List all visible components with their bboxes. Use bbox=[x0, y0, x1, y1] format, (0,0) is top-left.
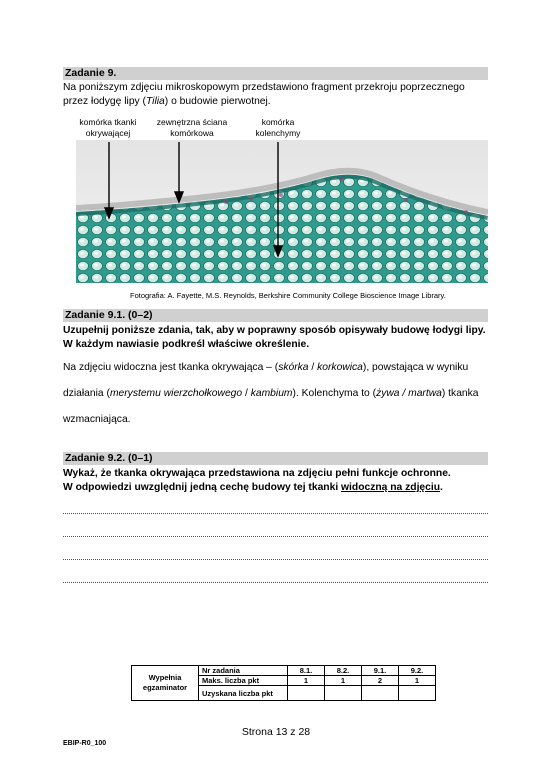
task-number-cell: 9.2. bbox=[399, 666, 436, 676]
page-number: Strona 13 z 28 bbox=[241, 726, 311, 738]
option-korkowica[interactable]: korkowica bbox=[317, 362, 363, 373]
option-merystem-wierzcholkowy[interactable]: merystemu wierzchołkowego bbox=[109, 388, 243, 399]
examiner-table bbox=[131, 665, 436, 701]
task-number-cell: 8.1. bbox=[288, 666, 325, 676]
label-collenchyma-cell-l1: komórka bbox=[261, 117, 295, 127]
examiner-side-label-l2: egzaminator bbox=[142, 683, 188, 692]
task92-instructions bbox=[63, 467, 493, 495]
examiner-side-label bbox=[132, 666, 199, 701]
task9-intro-line1: Na poniższym zdjęciu mikroskopowym przedstawiono fragment przekroju poprzecznego bbox=[63, 82, 465, 93]
task9-intro-latin-name: Tilia bbox=[145, 96, 165, 107]
task92-instr-line2b: . bbox=[440, 482, 443, 493]
task91-s2c: ) tkanka bbox=[441, 388, 479, 399]
label-collenchyma-cell bbox=[238, 117, 318, 139]
examiner-side-label-l1: Wypełnia bbox=[148, 673, 182, 682]
task91-s1b: ), powstająca w wyniku bbox=[362, 362, 469, 373]
task91-s1a: Na zdjęciu widoczna jest tkanka okrywająca – ( bbox=[63, 362, 279, 373]
answer-line-2[interactable] bbox=[63, 535, 488, 537]
label-epidermis-cell-l1: komórka tkanki bbox=[79, 117, 137, 127]
label-outer-cell-wall bbox=[140, 117, 244, 139]
task-number-cell: 8.2. bbox=[325, 666, 362, 676]
option-kambium[interactable]: kambium bbox=[250, 388, 293, 399]
answer-line-3[interactable] bbox=[63, 558, 488, 560]
obtained-points-cell[interactable] bbox=[362, 686, 399, 701]
task9-intro bbox=[63, 81, 493, 109]
task91-sentence-3: wzmacniająca. bbox=[63, 414, 131, 425]
task91-instr-line2: W każdym nawiasie podkreśl właściwe określenie. bbox=[63, 339, 310, 350]
figure-caption: Fotografia: A. Fayette, M.S. Reynolds, Berkshire Community College Bioscience Image Library. bbox=[130, 291, 446, 300]
obtained-points-cell[interactable] bbox=[288, 686, 325, 701]
option-zywa-martwa[interactable]: żywa / martwa bbox=[376, 388, 442, 399]
task9-heading: Zadanie 9. bbox=[63, 67, 488, 80]
label-outer-cell-wall-l2: komórkowa bbox=[170, 128, 214, 138]
row-max-points-label: Maks. liczba pkt bbox=[199, 676, 288, 686]
max-points-cell: 1 bbox=[288, 676, 325, 686]
obtained-points-cell[interactable] bbox=[325, 686, 362, 701]
label-outer-cell-wall-l1: zewnętrzna ściana bbox=[156, 117, 228, 127]
max-points-cell: 2 bbox=[362, 676, 399, 686]
task91-instructions bbox=[63, 324, 493, 352]
row-task-number-label: Nr zadania bbox=[199, 666, 288, 676]
label-epidermis-cell-l2: okrywającej bbox=[85, 128, 131, 138]
row-obtained-points-label: Uzyskana liczba pkt bbox=[199, 686, 288, 701]
task92-heading: Zadanie 9.2. (0–1) bbox=[63, 452, 488, 465]
task-number-cell: 9.1. bbox=[362, 666, 399, 676]
task92-instr-line2a: W odpowiedzi uwzględnij jedną cechę budowy tej tkanki bbox=[63, 482, 342, 493]
task91-sentence-1 bbox=[63, 361, 493, 375]
answer-line-4[interactable] bbox=[63, 581, 488, 583]
label-epidermis-cell bbox=[68, 117, 148, 139]
task9-intro-line2b: ) o budowie pierwotnej. bbox=[164, 96, 271, 107]
task92-instr-underlined: widoczną na zdjęciu bbox=[341, 482, 441, 493]
task91-heading: Zadanie 9.1. (0–2) bbox=[63, 309, 488, 322]
option-skorka[interactable]: skórka bbox=[278, 362, 309, 373]
task91-sentence-2 bbox=[63, 387, 493, 401]
task92-instr-line1: Wykaż, że tkanka okrywająca przedstawiona na zdjęciu pełni funkcje ochronne. bbox=[63, 468, 451, 479]
task91-s2-sep: / bbox=[242, 388, 251, 399]
task91-s2a: działania ( bbox=[63, 388, 110, 399]
max-points-cell: 1 bbox=[325, 676, 362, 686]
task91-s1-sep: / bbox=[308, 362, 318, 373]
obtained-points-cell[interactable] bbox=[399, 686, 436, 701]
max-points-cell: 1 bbox=[399, 676, 436, 686]
exam-code: EBIP-R0_100 bbox=[63, 740, 107, 747]
task91-instr-line1: Uzupełnij poniższe zdania, tak, aby w poprawny sposób opisywały budowę łodygi lipy. bbox=[63, 325, 486, 336]
label-collenchyma-cell-l2: kolenchymy bbox=[255, 128, 301, 138]
task9-intro-line2a: przez łodygę lipy ( bbox=[63, 96, 146, 107]
micrograph-image bbox=[76, 140, 488, 283]
task91-s2b: ). Kolenchyma to ( bbox=[292, 388, 377, 399]
answer-line-1[interactable] bbox=[63, 512, 488, 514]
